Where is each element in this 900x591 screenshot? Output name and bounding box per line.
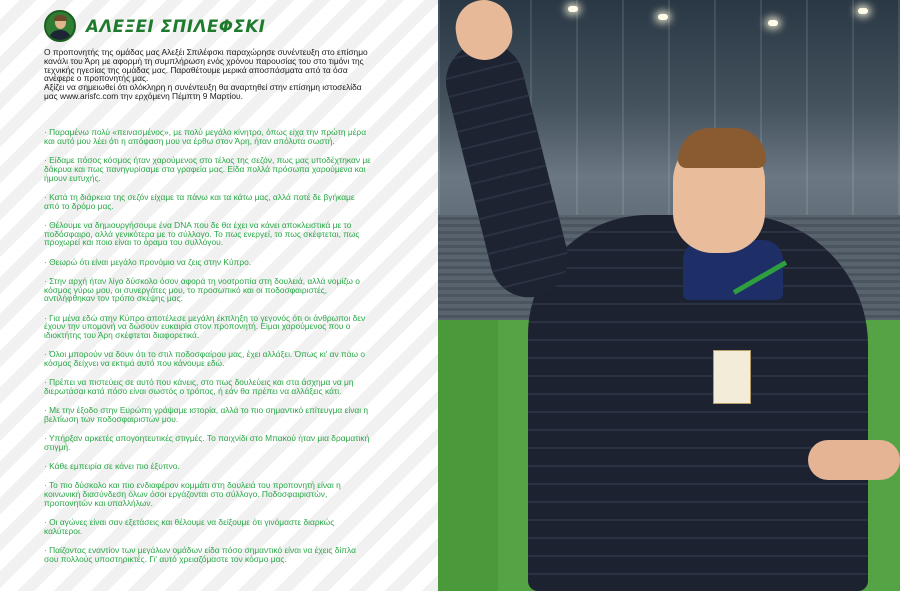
article-title: ΑΛΕΞΕΙ ΣΠΙΛΕΦΣΚΙ (86, 16, 266, 36)
floodlight (568, 6, 578, 12)
quote-item: · Στην αρχή ήταν λίγο δύσκολο όσον αφορά τη νοοτροπία στη δουλειά, αλλά νομίζω ο κόσμος γύρω μου, οι συνεργάτες μου, το προσωπικό και οι ποδοσφαιριστές, αντιλήφθηκαν τον τρόπο σκέψης μας. (44, 275, 360, 304)
intro-text (44, 48, 374, 101)
intro-paragraph: Ο προπονητής της ομάδας μας Αλεξέι Σπιλέφσκι παραχώρησε συνέντευξη στο επίσημο κανάλι του Άρη με αφορμή τη συμπλήρωση ενός χρόνου παρουσίας του στο τιμόνι της τεχνικής ηγεσίας της ομάδας μας. Παραθέτουμε μερικά αποσπάσματα από τα όσα ανέφερε ο προπονητής μας. (44, 47, 368, 84)
quote-item: · Για μένα εδώ στην Κύπρο αποτέλεσε μεγάλη έκπληξη το γεγονός ότι οι άνθρωποι δεν έχουν την υπομονή να δώσουν ευκαιρία στον προπονητή. Είμαι χαρούμενος που ο ιδιοκτήτης του Άρη σκέφτεται διαφορετικά. (44, 312, 366, 341)
intro-paragraph: Αξίζει να σημειωθεί ότι ολόκληρη η συνέντευξη θα αναρτηθεί στην επίσημη ιστοσελίδα μας www.arisfc.com την ερχόμενη Πέμπτη 9 Μαρτίου. (44, 82, 362, 101)
article-header (44, 9, 265, 43)
quote-item: · Παίζοντας εναντίον των μεγάλων ομάδων είδα πόσο σημαντικό είναι να έχεις δίπλα σου πολλούς υποστηρικτές. Γι' αυτό χρειαζόμαστε τον κόσμο μας. (44, 545, 356, 564)
quote-item: · Με την έξοδο στην Ευρώπη γράψαμε ιστορία, αλλά το πιο σημαντικό επίτευγμα είναι η βελτίωση των ποδοσφαιριστών μου. (44, 405, 369, 425)
floodlight (858, 8, 868, 14)
quote-item: · Πρέπει να πιστεύεις σε αυτό που κάνεις, στο πως δουλεύεις και στα άσχημα να μη διερωτάσαι κατά πόσο είναι σωστός ο τρόπος, ή εάν θα πρέπει να αλλάξεις κάτι. (44, 377, 354, 397)
quote-list (44, 128, 372, 574)
coach-photo (438, 0, 900, 591)
quote-item: · Είδαμε πόσος κόσμος ήταν χαρούμενος στο τέλος της σεζόν, πως μας υποδέχτηκαν με δάκρυα και πως πανηγυρίσαμε στα γραφεία μας. Είδα πολλά πρόσωπα χαρούμενα και ήμουν ευτυχής. (44, 154, 371, 183)
quote-item: · Το πιο δύσκολο και πιο ενδιαφέρον κομμάτι στη δουλειά του προπονητή είναι η κοινωνική διασύνδεση όλων όσοι εργάζονται στο σύλλογο. Ποδοσφαιριστών, προπονητών και υπαλλήλων. (44, 480, 341, 508)
floodlight (768, 20, 778, 26)
quote-item: · Θεωρώ ότι είναι μεγάλο προνόμιο να ζεις στην Κύπρο. (44, 256, 252, 267)
coach-hair (678, 128, 766, 168)
accreditation-badge (713, 350, 751, 404)
article-panel (0, 0, 438, 591)
side-hand (808, 440, 900, 480)
quote-item: · Όλοι μπορούν να δουν ότι το στιλ ποδοσφαίρου μας, έχει αλλάξει. Όπως κι' αν πάω ο κόσμος δείχνει να εκτιμά αυτό που κάνουμε εδώ. (44, 349, 366, 369)
floodlight (658, 14, 668, 20)
quote-item: · Οι αγώνες είναι σαν εξετάσεις και θέλουμε να δείξουμε ότι γινόμαστε διαρκώς καλύτεροι. (44, 517, 335, 536)
quote-item: · Υπήρξαν αρκετές απογοητευτικές στιγμές. Το παιχνίδι στο Μπακού ήταν μια δραματική στιγμή. (44, 433, 370, 453)
quote-item: · Κατά τη διάρκεια της σεζόν είχαμε τα πάνω και τα κάτω μας, αλλά ποτέ δε βγήκαμε από το δρόμο μας. (44, 191, 355, 211)
quote-item: · Θέλουμε να δημιουργήσουμε ένα DNA που δε θα έχει να κάνει αποκλειστικά με το ποδόσφαιρο, αλλά γενικότερα με το σύλλογο. Το πως ενεργεί, το πως σκέφτεται, πως προχωρεί και ποιο είναι το όραμα του συλλόγου. (44, 219, 360, 248)
quote-item: · Κάθε εμπειρία σε κάνει πιο έξυπνο. (44, 461, 180, 472)
quote-item: · Παραμένω πολύ «πεινασμένος», με πολύ μεγάλο κίνητρο, όπως είχα την πρώτη μέρα και αυτό μου λέει ότι η απόφαση μου να έρθω στον Άρη, ήταν απόλυτα σωστή. (44, 127, 367, 146)
avatar (44, 10, 76, 42)
